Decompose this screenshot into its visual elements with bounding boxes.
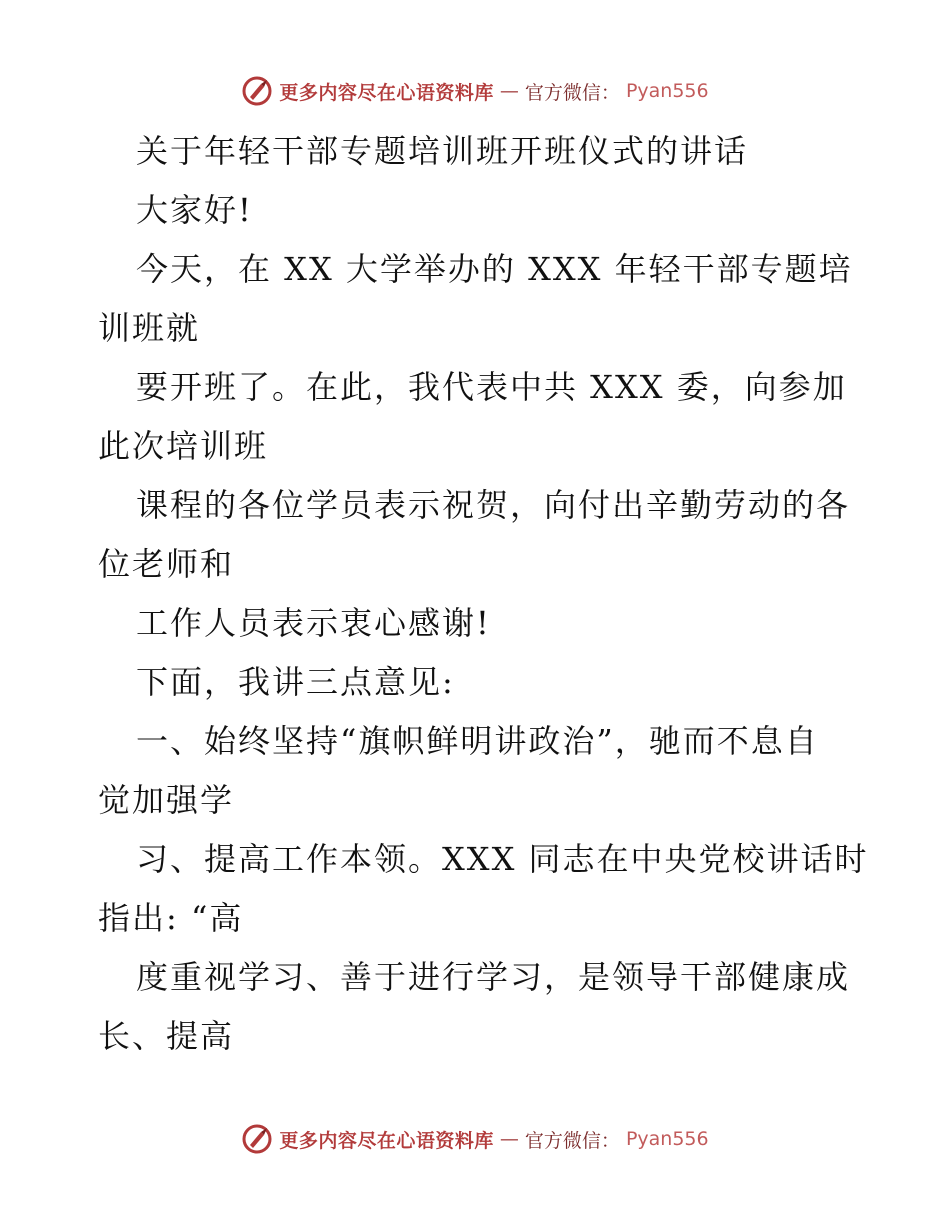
text-line: 度重视学习、善于进行学习，是领导干部健康成 bbox=[136, 958, 851, 996]
text-line: 训班就 bbox=[98, 309, 201, 347]
document-body bbox=[98, 122, 869, 1066]
header-watermark bbox=[0, 74, 950, 108]
text-line: 此次培训班 bbox=[98, 427, 269, 465]
text-line: 下面，我讲三点意见: bbox=[136, 663, 455, 701]
watermark-wechat-label: 官方微信： bbox=[524, 81, 620, 104]
watermark-text: 更多内容尽在心语资料库 bbox=[279, 81, 494, 104]
text-line: 大家好! bbox=[136, 191, 253, 229]
document-title: 关于年轻干部专题培训班开班仪式的讲话 bbox=[136, 132, 749, 170]
watermark-dash: — bbox=[499, 80, 519, 102]
text-line: 工作人员表示衷心感谢! bbox=[136, 604, 491, 642]
watermark-wechat-label: 官方微信： bbox=[524, 1129, 620, 1152]
watermark-dash: — bbox=[499, 1128, 519, 1150]
quill-seal-icon bbox=[241, 1123, 273, 1155]
text-line: 一、始终坚持“旗帜鲜明讲政治”，驰而不息自 bbox=[136, 722, 819, 760]
text-line: 课程的各位学员表示祝贺，向付出辛勤劳动的各 bbox=[136, 486, 851, 524]
text-line: 指出: “高 bbox=[98, 899, 244, 937]
text-line: 长、提高 bbox=[98, 1017, 235, 1055]
footer-watermark bbox=[0, 1122, 950, 1156]
watermark-text: 更多内容尽在心语资料库 bbox=[279, 1129, 494, 1152]
watermark-wechat-id: Pyan556 bbox=[625, 1128, 709, 1150]
text-line: 觉加强学 bbox=[98, 781, 235, 819]
quill-seal-icon bbox=[241, 75, 273, 107]
text-line: 位老师和 bbox=[98, 545, 235, 583]
text-line: 今天，在 XX 大学举办的 XXX 年轻干部专题培 bbox=[136, 250, 853, 288]
text-line: 习、提高工作本领。XXX 同志在中央党校讲话时 bbox=[136, 840, 869, 878]
watermark-wechat-id: Pyan556 bbox=[625, 80, 709, 102]
text-line: 要开班了。在此，我代表中共 XXX 委，向参加 bbox=[136, 368, 847, 406]
